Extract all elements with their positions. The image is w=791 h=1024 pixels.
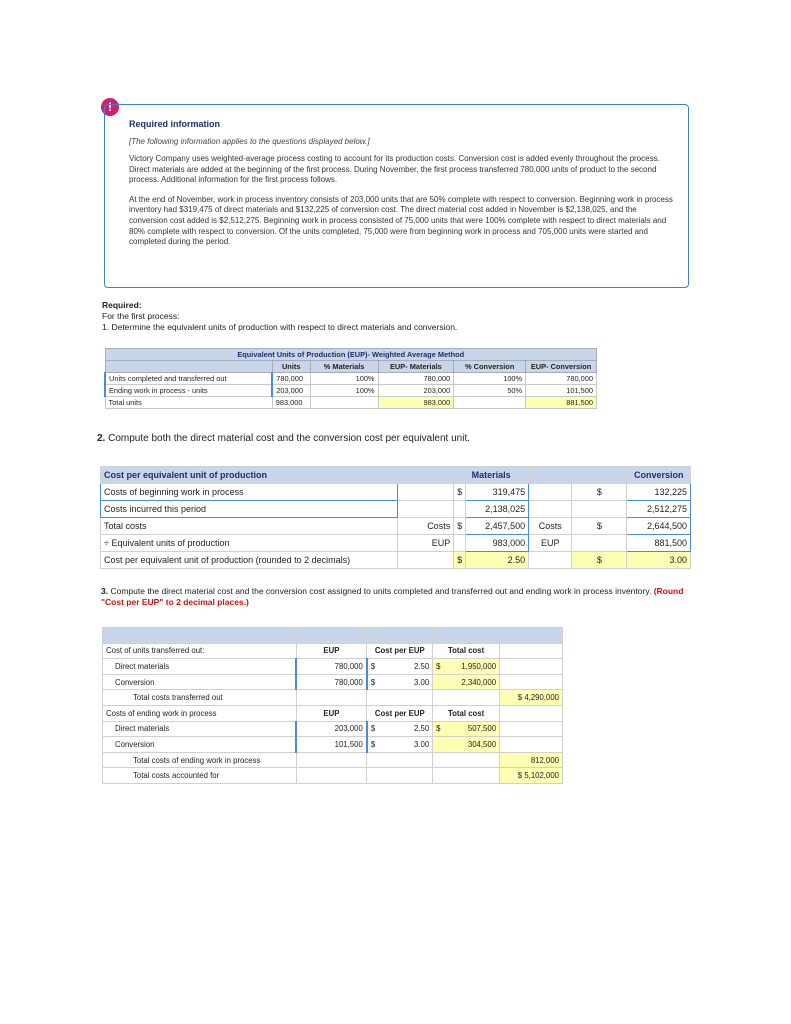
cell-blank: [296, 768, 367, 784]
info-title: Required information: [129, 119, 221, 129]
cell-blank: [500, 674, 563, 690]
col-cost-header: Cost per EUP: [367, 705, 433, 721]
header-blank: [572, 467, 627, 484]
conversion-eup-input[interactable]: 780,000: [296, 674, 367, 690]
dollar-sign: $: [436, 724, 441, 734]
dm-cost-per-eup-input[interactable]: 2.50: [413, 661, 430, 671]
total-ending-value: 812,000: [500, 752, 563, 768]
conversion-eup-input[interactable]: 881,500: [627, 535, 691, 552]
dollar-sign: $: [370, 739, 376, 749]
eup-row-label-input[interactable]: Ending work in process - units: [105, 385, 272, 397]
col-cost-header: Cost per EUP: [367, 643, 433, 659]
total-transferred-value: 4,290,000: [524, 693, 559, 703]
conversion-label: Conversion: [103, 674, 297, 690]
materials-header: Materials: [454, 467, 529, 484]
dollar-sign: $: [517, 693, 523, 703]
header-blank: [296, 628, 367, 644]
eup-header-eup-materials: EUP- Materials: [378, 361, 454, 373]
cost-per-eup-table: [100, 466, 691, 569]
dollar-sign: [454, 501, 466, 518]
required-section: [102, 300, 457, 333]
end-dm-label: Direct materials: [103, 721, 297, 737]
table-row: [101, 518, 691, 535]
eup-table: [104, 348, 597, 409]
eup-pct-conversion-input[interactable]: 100%: [454, 373, 526, 385]
end-dm-cost-per-eup-input[interactable]: 2.50: [413, 724, 430, 734]
dollar-sign: $: [454, 518, 466, 535]
info-subtitle: [The following information applies to the questions displayed below.]: [129, 137, 370, 146]
eup-pct-conversion-input[interactable]: 50%: [454, 385, 526, 397]
col-eup-header: EUP: [296, 705, 367, 721]
conversion-cost-per-eup-input[interactable]: 3.00: [413, 677, 430, 687]
dm-total-cost: 1,950,000: [461, 661, 497, 671]
cell-blank: [367, 690, 433, 706]
eup-row-label-input[interactable]: Units completed and transferred out: [105, 373, 272, 385]
question-2-number: 2.: [97, 433, 106, 444]
cell-blank: [500, 737, 563, 753]
dollar-sign: $: [572, 518, 627, 535]
col-eup-header: EUP: [296, 643, 367, 659]
eup-header-units: Units: [272, 361, 310, 373]
dm-eup-input[interactable]: 780,000: [296, 659, 367, 675]
table-row: [103, 752, 563, 768]
conversion-cost-per-eup: 3.00: [627, 552, 691, 569]
table-row: [105, 385, 597, 397]
cost-mid-label: [397, 501, 453, 518]
eup-pct-materials-input[interactable]: 100%: [310, 385, 378, 397]
total-accounted-value: 5,102,000: [524, 771, 559, 781]
eup-total-units: 983,000: [272, 397, 310, 409]
question-2-text: Compute both the direct material cost and the conversion cost per equivalent unit.: [108, 433, 470, 444]
dollar-sign: $: [572, 552, 627, 569]
required-line-2: 1. Determine the equivalent units of production with respect to direct materials and conversion.: [102, 322, 458, 332]
info-paragraph-1: Victory Company uses weighted-average process costing to account for its production costs. Conversion cost is added evenly throughout the process. Direct materials are added at the beginning of the first process. During November, the first process transferred 780,000 units of product to the second process. Additional information for the first process follows.: [129, 154, 660, 185]
question-2: [97, 433, 470, 444]
materials-cost-input[interactable]: 319,475: [466, 484, 529, 501]
table-row: [103, 628, 563, 644]
dollar-sign: $: [517, 771, 523, 781]
ending-section-label: Costs of ending work in process: [103, 705, 297, 721]
question-3-text: Compute the direct material cost and the conversion cost assigned to units completed and transferred out and ending work in process inventory.: [110, 586, 652, 596]
table-row: [103, 674, 563, 690]
eup-header-pct-materials: % Materials: [310, 361, 378, 373]
cost-row-label-input[interactable]: Costs of beginning work in process: [101, 484, 398, 501]
dollar-sign: [572, 501, 627, 518]
conversion-cost-input[interactable]: 132,225: [627, 484, 691, 501]
header-blank: [397, 467, 453, 484]
cost-row-label: Cost per equivalent unit of production (rounded to 2 decimals): [101, 552, 398, 569]
conversion-header: Conversion: [627, 467, 691, 484]
col-total-header: Total cost: [433, 705, 500, 721]
total-accounted-label: Total costs accounted for: [103, 768, 297, 784]
cell-blank: [433, 752, 500, 768]
end-dm-total-cost: 507,500: [467, 724, 497, 734]
dollar-sign: $: [436, 661, 441, 671]
dollar-sign: $: [370, 677, 376, 687]
eup-label: EUP: [397, 535, 453, 552]
end-conversion-eup-input[interactable]: 101,500: [296, 737, 367, 753]
eup-total-label: Total units: [105, 397, 272, 409]
dollar-sign: $: [370, 661, 376, 671]
header-blank: [500, 628, 563, 644]
eup-materials-value[interactable]: 780,000: [378, 373, 454, 385]
table-row: [105, 373, 597, 385]
eup-header-eup-conversion: EUP- Conversion: [526, 361, 597, 373]
required-information-box: [104, 104, 689, 288]
required-line-1: For the first process:: [102, 311, 180, 321]
cell-blank: [433, 768, 500, 784]
table-row: [105, 397, 597, 409]
col-total-header: Total cost: [433, 643, 500, 659]
materials-cost-input[interactable]: 2,138,025: [466, 501, 529, 518]
table-row: [103, 690, 563, 706]
eup-conversion-value[interactable]: 101,500: [526, 385, 597, 397]
question-3-rounding-note: (Round "Cost per EUP" to 2 decimal places.): [101, 586, 684, 607]
cost-mid-label: [397, 552, 453, 569]
eup-materials-value[interactable]: 203,000: [378, 385, 454, 397]
cell-blank: [367, 768, 433, 784]
cell-blank: [296, 690, 367, 706]
table-row: [103, 705, 563, 721]
alert-icon: !: [101, 98, 119, 116]
total-ending-label: Total costs of ending work in process: [103, 752, 297, 768]
dollar-sign: $: [454, 552, 466, 569]
total-transferred-label: Total costs transferred out: [103, 690, 297, 706]
table-row: [101, 484, 691, 501]
conversion-total-input[interactable]: 2,644,500: [627, 518, 691, 535]
eup-header-pct-conversion: % Conversion: [454, 361, 526, 373]
eup-units-input[interactable]: 203,000: [272, 385, 310, 397]
end-dm-eup-input[interactable]: 203,000: [296, 721, 367, 737]
cell-blank: [296, 752, 367, 768]
cell-blank: [433, 690, 500, 706]
materials-cost-per-eup: 2.50: [466, 552, 529, 569]
cell-blank: [500, 705, 563, 721]
table-row: [103, 643, 563, 659]
cell-blank: [367, 752, 433, 768]
table-row: [101, 501, 691, 518]
header-blank: [103, 628, 297, 644]
dollar-sign: [572, 535, 627, 552]
eup-header-blank: [105, 361, 272, 373]
cell-blank: [500, 643, 563, 659]
eup-total-pct-conversion: [454, 397, 526, 409]
cost-row-label: Total costs: [101, 518, 398, 535]
table-row: [101, 552, 691, 569]
costs-label: Costs: [529, 518, 572, 535]
eup-pct-materials-input[interactable]: 100%: [310, 373, 378, 385]
cell-blank: [500, 659, 563, 675]
cost-row-label-input[interactable]: Costs incurred this period: [101, 501, 398, 518]
eup-units-input[interactable]: 780,000: [272, 373, 310, 385]
info-paragraph-2: At the end of November, work in process inventory consists of 203,000 units that are 50% complete with respect to conversion. Beginning work in process inventory had $319,475 of direct materials and $132,225 of conversion cost. The direct material cost added in November is $2,138,025, and the conversion cost added is $2,512,275. Beginning work in process consisted of 75,000 units that were 100% complete with respect to direct materials and 80% complete with respect to conversion. Of the units completed, 75,000 were from beginning work in process and 705,000 units were started and completed during the period.: [129, 194, 673, 247]
table-row: [103, 721, 563, 737]
table-row: [103, 768, 563, 784]
dollar-sign: $: [370, 724, 376, 734]
required-label: Required:: [102, 300, 142, 310]
conversion-total-cost: 2,340,000: [433, 674, 500, 690]
table-row: [101, 535, 691, 552]
question-3: [101, 586, 691, 608]
dollar-sign: [454, 535, 466, 552]
cost-mid-label: [529, 484, 572, 501]
header-blank: [367, 628, 433, 644]
end-conversion-label: Conversion: [103, 737, 297, 753]
transferred-section-label: Cost of units transferred out:: [103, 643, 297, 659]
header-blank: [529, 467, 572, 484]
end-conversion-total-cost: 304,500: [433, 737, 500, 753]
cost-mid-label: [529, 552, 572, 569]
header-blank: [433, 628, 500, 644]
eup-total-materials: 983,000: [378, 397, 454, 409]
eup-conversion-value[interactable]: 780,000: [526, 373, 597, 385]
eup-total-conversion: 881,500: [526, 397, 597, 409]
dollar-sign: $: [572, 484, 627, 501]
materials-total-input[interactable]: 2,457,500: [466, 518, 529, 535]
cost-mid-label: [529, 501, 572, 518]
question-3-number: 3.: [101, 586, 109, 596]
table-row: [103, 659, 563, 675]
cost-mid-label: [397, 484, 453, 501]
cost-assignment-table: [102, 627, 563, 784]
dm-label: Direct materials: [103, 659, 297, 675]
eup-table-caption: Equivalent Units of Production (EUP)- Weighted Average Method: [105, 349, 597, 361]
costs-label: Costs: [397, 518, 453, 535]
cell-blank: [500, 721, 563, 737]
table-row: [103, 737, 563, 753]
eup-total-pct-materials: [310, 397, 378, 409]
materials-eup-input[interactable]: 983,000: [466, 535, 529, 552]
conversion-cost-input[interactable]: 2,512,275: [627, 501, 691, 518]
dollar-sign: $: [454, 484, 466, 501]
end-conversion-cost-per-eup-input[interactable]: 3.00: [413, 739, 430, 749]
cost-row-label: ÷ Equivalent units of production: [101, 535, 398, 552]
cost-table-header: Cost per equivalent unit of production: [101, 467, 398, 484]
eup-label: EUP: [529, 535, 572, 552]
